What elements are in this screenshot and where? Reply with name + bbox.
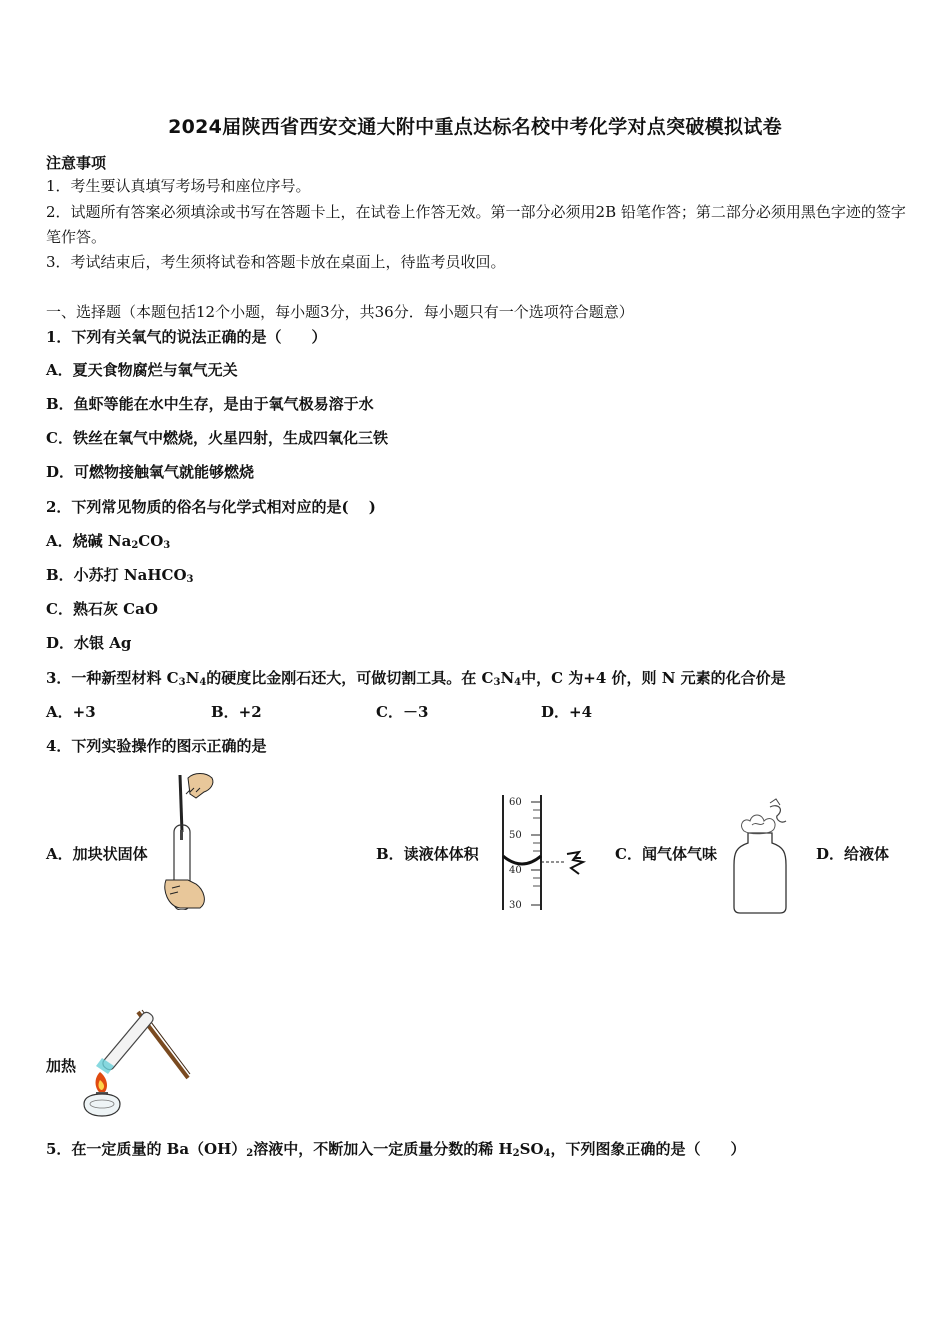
q3-option-b: B．+2 <box>211 703 262 721</box>
q5-stem: 5．在一定质量的 $Ba(OH)_2$溶液中，不断加入一定质量分数的稀 $H_2SO_4$，下列图象正确的是（ ） <box>46 1140 746 1159</box>
notice-heading: 注意事项 <box>46 154 107 172</box>
q2-stem: 2．下列常见物质的俗名与化学式相对应的是( ) <box>46 498 376 516</box>
figure-add-solid <box>160 770 220 910</box>
section-heading: 一、选择题（本题包括12个小题，每小题3分，共36分．每小题只有一个选项符合题意） <box>46 303 634 321</box>
page-title: 2024届陕西省西安交通大附中重点达标名校中考化学对点突破模拟试卷 <box>168 116 782 138</box>
q2-option-b: B．小苏打 NaHCO$_3$ <box>46 566 194 585</box>
formula-nahco3: NaHCO$_3$ <box>123 566 194 585</box>
q1-option-a: A．夏天食物腐烂与氧气无关 <box>46 361 238 379</box>
figure-smell-gas <box>730 795 800 920</box>
notice-item-2: 2．试题所有答案必须填涂或书写在答题卡上，在试卷上作答无效。第一部分必须用2B 铅笔作答；第二部分必须用黑色字迹的签字笔作答。 <box>46 203 906 246</box>
q2-option-d: D．水银 Ag <box>46 634 132 652</box>
q1-stem: 1．下列有关氧气的说法正确的是（ ） <box>46 328 327 346</box>
q1-option-c: C．铁丝在氧气中燃烧，火星四射，生成四氧化三铁 <box>46 429 388 447</box>
q3-option-d: D．+4 <box>541 703 593 721</box>
q4-option-c-label: C．闻气体气味 <box>615 845 717 863</box>
q3-option-c: C．－3 <box>376 703 429 721</box>
q4-option-d-label-cont: 加热 <box>46 1057 77 1075</box>
formula-na2co3: $Na_2CO_3$ <box>107 532 171 551</box>
q4-option-b-label: B．读液体体积 <box>376 845 479 863</box>
q4-stem: 4．下列实验操作的图示正确的是 <box>46 737 267 755</box>
q4-option-a-label: A．加块状固体 <box>46 845 148 863</box>
q3-option-a: A．+3 <box>46 703 96 721</box>
formula-c3n4: $C_3N_4$ <box>481 669 522 688</box>
cylinder-tick-30: 30 <box>509 900 522 911</box>
cylinder-tick-60: 60 <box>509 797 522 808</box>
q1-option-b: B．鱼虾等能在水中生存，是由于氧气极易溶于水 <box>46 395 374 413</box>
cylinder-tick-40: 40 <box>509 865 522 876</box>
formula-c3n4: $C_3N_4$ <box>166 669 207 688</box>
figure-heat-liquid <box>78 1000 198 1120</box>
notice-item-3: 3．考试结束后，考生须将试卷和答题卡放在桌面上，待监考员收回。 <box>46 253 506 271</box>
q1-option-d: D．可燃物接触氧气就能够燃烧 <box>46 463 255 481</box>
cylinder-tick-50: 50 <box>509 830 522 841</box>
q3-stem: 3．一种新型材料 $C_3N_4$的硬度比金刚石还大，可做切割工具。在 $C_3N_4$中，C 为+4 价，则 N 元素的化合价是 <box>46 669 786 688</box>
q2-option-c: C．熟石灰 CaO <box>46 600 158 618</box>
figure-read-volume <box>495 790 595 915</box>
q4-option-d-label: D．给液体 <box>816 845 890 863</box>
q2-option-a: A．烧碱 $Na_2CO_3$ <box>46 532 171 551</box>
notice-item-1: 1．考生要认真填写考场号和座位序号。 <box>46 177 311 195</box>
